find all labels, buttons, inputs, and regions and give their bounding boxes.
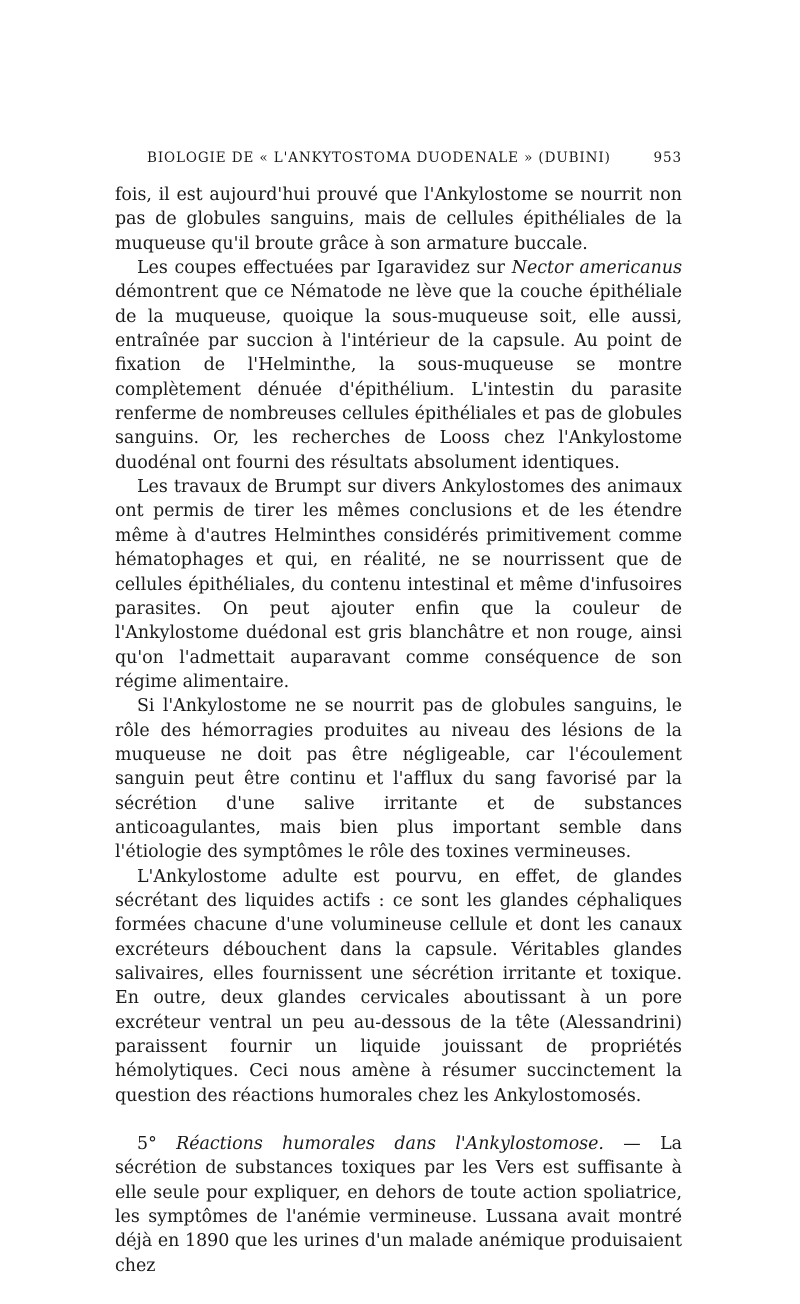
running-head <box>115 140 682 170</box>
body-text <box>115 183 682 1278</box>
paragraph-text: Si l'Ankylostome ne se nourrit pas de globules sanguins, le rôle des hémorragies produites au niveau des lésions de la muqueuse ne doit pas être négligeable, car l'écoulement sanguin peut être continu et l'afflux du sang favorisé par la sécrétion d'une salive irritante et de substances anticoagulantes, mais bien plus important semble dans l'étiologie des symptômes le rôle des toxines vermineuses. <box>115 696 682 863</box>
paragraph-continuation <box>115 183 682 256</box>
paragraph-text: fois, il est aujourd'hui prouvé que l'Ankylostome se nourrit non pas de globules sanguins, mais de cellules épithéliales de la muqueuse qu'il broute grâce à son armature buccale. <box>115 185 682 254</box>
paragraph-text: — La sécrétion de substances toxiques par les Vers est suffisante à elle seule pour expliquer, en dehors de toute action spoliatrice, les symptômes de l'anémie vermineuse. Lussana avait montré déjà en 1890 que les urines d'un malade anémique produisaient chez <box>115 1134 682 1276</box>
section-number: 5° <box>137 1134 177 1155</box>
book-page <box>115 140 682 1278</box>
paragraph-text: L'Ankylostome adulte est pourvu, en effet, de glandes sécrétant des liquides actifs : ce sont les glandes céphaliques formées chacune d'une volumineuse cellule et dont les canaux excréteurs débouchent dans la capsule. Véritables glandes salivaires, elles fournissent une sécrétion irritante et toxique. En outre, deux glandes cervicales aboutissant à un pore excréteur ventral un peu au-dessous de la tête (Alessandrini) paraissent fournir un liquide jouissant de propriétés hémolytiques. Ceci nous amène à résumer succinctement la question des réactions humorales chez les Ankylostomosés. <box>115 866 682 1106</box>
paragraph-glands <box>115 865 682 1108</box>
running-title: BIOLOGIE DE « L'ANKYTOSTOMA DUODENALE » (DUBINI) <box>147 150 611 166</box>
paragraph-text: Les coupes effectuées par Igaravidez sur <box>137 258 512 279</box>
paragraph-text: démontrent que ce Nématode ne lève que la couche épithéliale de la muqueuse, quoique la sous-muqueuse soit, elle aussi, entraînée par succion à l'intérieur de la capsule. Au point de fixation de l'Helminthe, la sous-muqueuse se montre complètement dénuée d'épithélium. L'intestin du parasite renferme de nombreuses cellules épithéliales et pas de globules sanguins. Or, les recherches de Looss chez l'Ankylostome duodénal ont fourni des résultats absolument identiques. <box>115 282 682 473</box>
paragraph-igaravidez <box>115 256 682 475</box>
section-gap <box>115 1108 682 1132</box>
species-name: Nector americanus <box>511 258 682 279</box>
section-heading: Réactions humorales dans l'Ankylostomose. <box>176 1134 604 1155</box>
paragraph-hemorrhages <box>115 694 682 864</box>
paragraph-brumpt <box>115 475 682 694</box>
paragraph-section-5 <box>115 1132 682 1278</box>
page-number: 953 <box>653 150 682 166</box>
paragraph-text: Les travaux de Brumpt sur divers Ankylostomes des animaux ont permis de tirer les mêmes conclusions et de les étendre même à d'autres Helminthes considérés primitivement comme hématophages et qui, en réalité, ne se nourrissent que de cellules épithéliales, du contenu intestinal et même d'infusoires parasites. On peut ajouter enfin que la couleur de l'Ankylostome duédonal est gris blanchâtre et non rouge, ainsi qu'on l'admettait auparavant comme conséquence de son régime alimentaire. <box>115 477 682 692</box>
